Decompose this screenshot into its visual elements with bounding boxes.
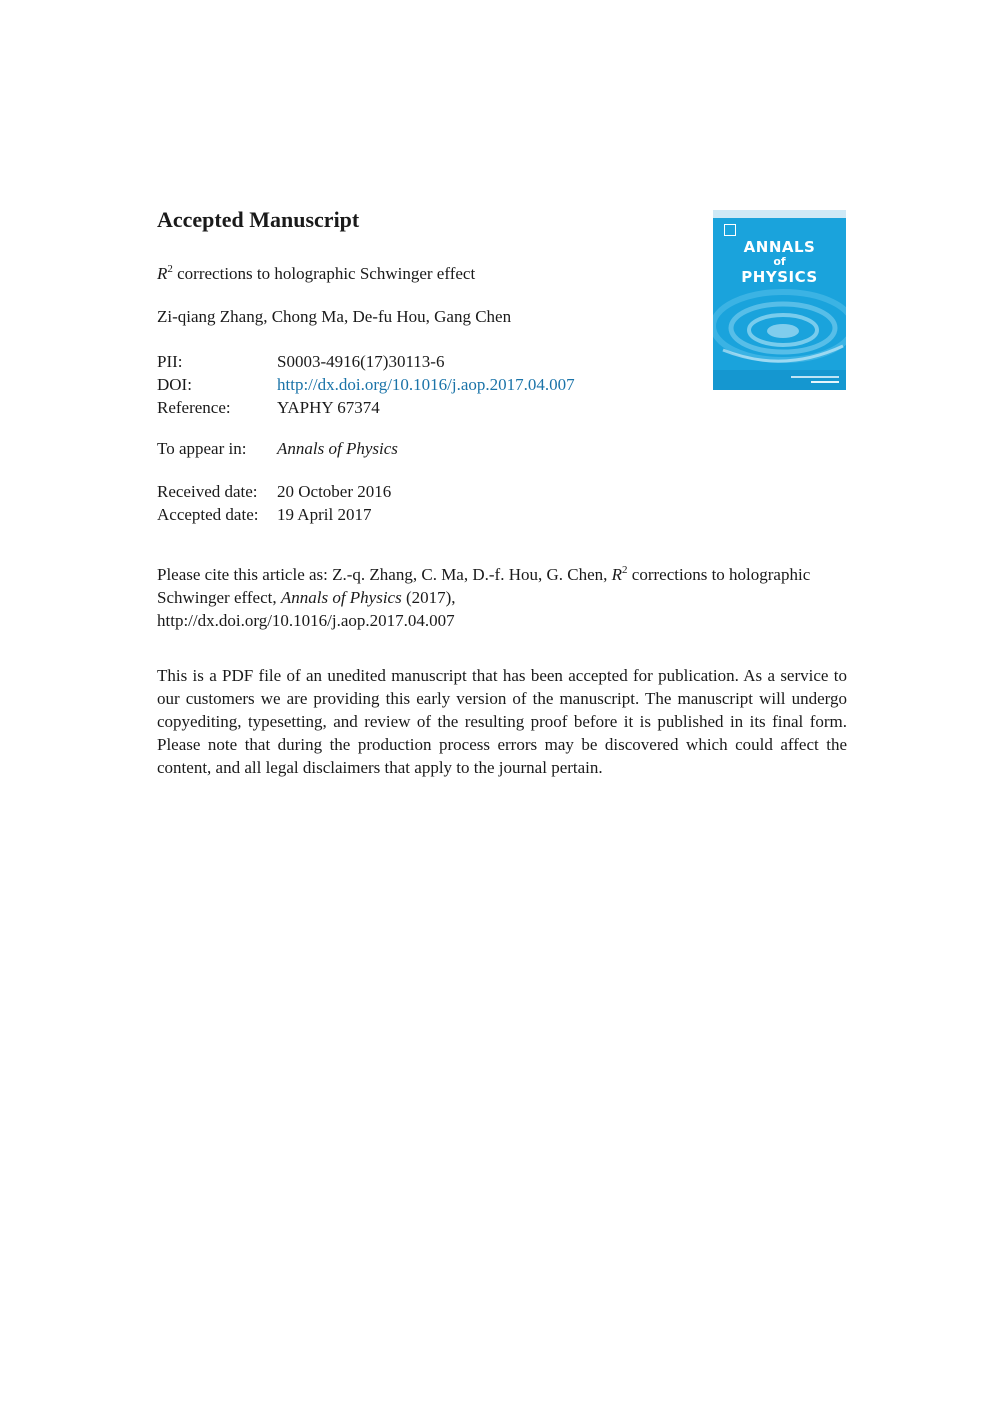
accepted-row [157, 503, 391, 526]
citation-prefix: Please cite this article as: Z.-q. Zhang, C. Ma, D.-f. Hou, G. Chen, [157, 565, 612, 584]
accepted-value: 19 April 2017 [277, 505, 372, 524]
appear-label: To appear in: [157, 439, 247, 458]
cover-footer-line [791, 376, 839, 378]
journal-cover [713, 210, 846, 390]
doi-link[interactable]: http://dx.doi.org/10.1016/j.aop.2017.04.007 [277, 375, 575, 394]
citation-middle: corrections to holographic Schwinger effect, [157, 565, 811, 607]
cover-title-line2: of [773, 255, 786, 268]
citation-paragraph [157, 563, 847, 632]
journal-name: Annals of Physics [277, 439, 398, 458]
appear-block [157, 437, 398, 460]
accepted-label: Accepted date: [157, 505, 259, 524]
received-value: 20 October 2016 [277, 482, 392, 501]
citation-doi: http://dx.doi.org/10.1016/j.aop.2017.04.007 [157, 611, 455, 630]
cover-footer [713, 370, 846, 390]
reference-value: YAPHY 67374 [277, 398, 380, 417]
citation-superscript: 2 [622, 564, 628, 576]
reference-label: Reference: [157, 398, 231, 417]
cover-body [713, 218, 846, 390]
citation-journal: Annals of Physics [280, 588, 402, 607]
pii-row [157, 350, 575, 373]
cover-ripple-art [713, 288, 846, 370]
article-title [157, 264, 475, 284]
doi-row [157, 373, 575, 396]
title-rest: corrections to holographic Schwinger effect [172, 264, 476, 283]
cover-footer-line [811, 381, 839, 383]
cover-title-line1: ANNALS [743, 238, 816, 256]
appear-row [157, 437, 398, 460]
publisher-logo-icon [724, 224, 736, 236]
title-superscript: 2 [167, 263, 173, 275]
pii-value: S0003-4916(17)30113-6 [277, 352, 445, 371]
title-symbol: R [157, 264, 168, 283]
cover-title-line3: PHYSICS [741, 268, 818, 286]
dates-block [157, 480, 391, 526]
disclaimer-paragraph: This is a PDF file of an unedited manuscript that has been accepted for publication. As a service to our customers we are providing this early version of the manuscript. The manuscript will undergo copyediting, typesetting, and review of the resulting proof before it is published in its final form. Please note that during the production process errors may be discovered which could affect the content, and all legal disclaimers that apply to the journal pertain. [157, 666, 847, 777]
pii-label: PII: [157, 352, 183, 371]
received-label: Received date: [157, 482, 258, 501]
received-row [157, 480, 391, 503]
page-heading: Accepted Manuscript [157, 207, 360, 232]
citation-symbol: R [611, 565, 623, 584]
identifier-block [157, 350, 575, 419]
cover-top-strip [713, 210, 846, 218]
citation-year: (2017), [401, 588, 456, 607]
reference-row [157, 396, 575, 419]
author-list: Zi-qiang Zhang, Chong Ma, De-fu Hou, Gang Chen [157, 307, 512, 326]
doi-label: DOI: [157, 375, 192, 394]
